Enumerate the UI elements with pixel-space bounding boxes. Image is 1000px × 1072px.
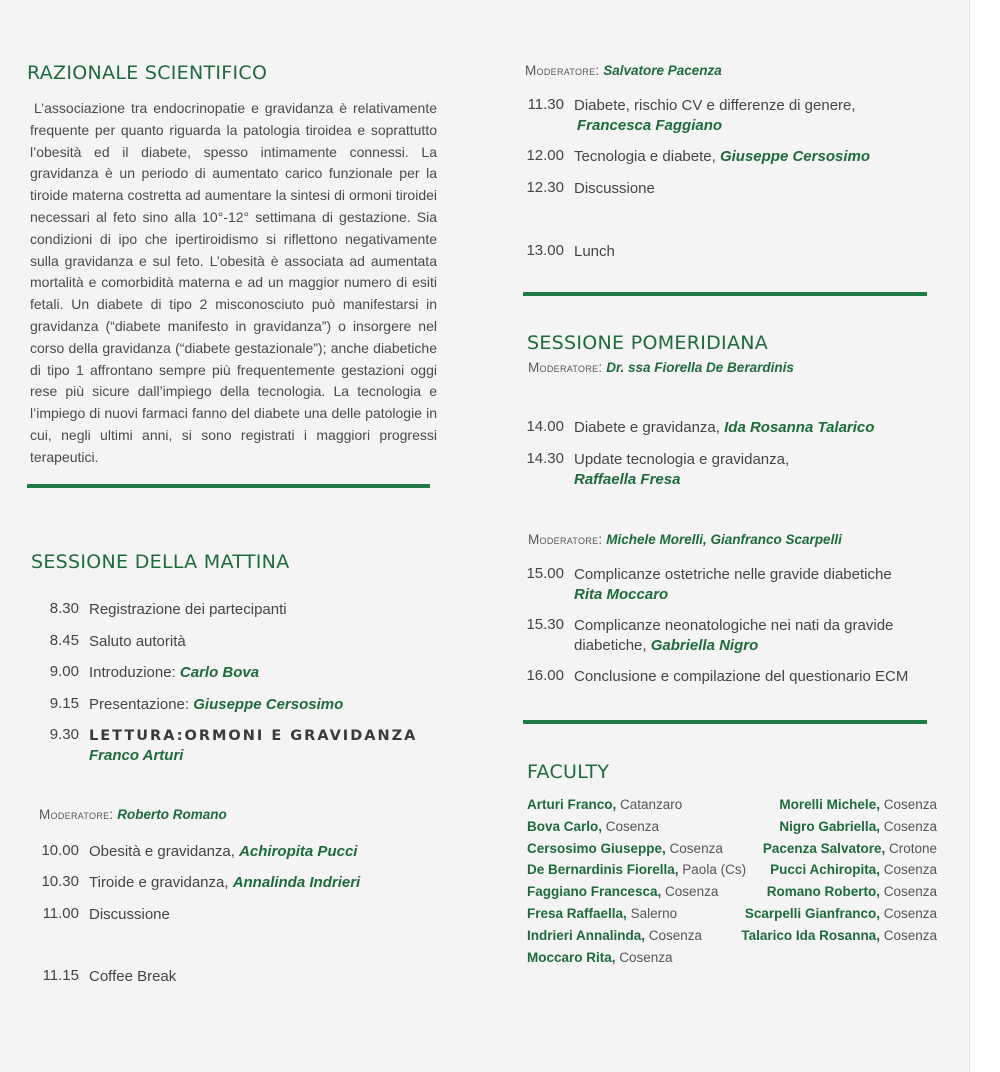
lecture-title: LETTURA:ORMONI E GRAVIDANZA: [89, 728, 418, 744]
faculty-city: Cosenza: [879, 905, 937, 921]
page-edge-strip: [969, 0, 1000, 1072]
faculty-entry: [741, 859, 937, 881]
item-text: Coffee Break: [89, 968, 177, 985]
item-time: 10.30: [41, 873, 79, 890]
speaker-name: Franco Arturi: [89, 747, 184, 764]
speaker-name: Giuseppe Cersosimo: [193, 696, 344, 713]
faculty-name: Nigro Gabriella,: [779, 818, 880, 834]
item-text: Lunch: [574, 243, 615, 260]
rationale-title: RAZIONALE SCIENTIFICO: [27, 62, 268, 84]
program-item: [516, 565, 892, 605]
moderator-label: Moderatore:: [528, 360, 603, 375]
speaker-name: Giuseppe Cersosimo: [719, 148, 870, 165]
moderator-name: Salvatore Pacenza: [603, 63, 722, 78]
faculty-entry: [527, 947, 746, 969]
faculty-entry: [527, 816, 746, 838]
faculty-city: Paola (Cs): [678, 862, 747, 878]
item-time: 8.30: [49, 600, 79, 617]
program-item: [31, 905, 170, 925]
faculty-entry: [527, 881, 746, 903]
faculty-list-left: [527, 794, 746, 968]
moderator-line: [39, 807, 227, 822]
faculty-city: Cosenza: [879, 818, 937, 834]
program-item: [516, 179, 655, 199]
speaker-name: Achiropita Pucci: [239, 843, 358, 860]
item-text: Conclusione e compilazione del questionario ECM: [574, 668, 909, 685]
item-text: Complicanze ostetriche nelle gravide diabetiche: [574, 566, 892, 583]
moderator-name: Roberto Romano: [117, 807, 227, 822]
faculty-name: Pacenza Salvatore,: [762, 840, 886, 856]
item-text: Obesità e gravidanza,: [89, 843, 240, 860]
faculty-city: Cosenza: [615, 949, 673, 965]
item-time: 11.00: [42, 905, 79, 922]
faculty-entry: [741, 881, 937, 903]
item-text: Introduzione:: [89, 664, 180, 681]
afternoon-session-title: SESSIONE POMERIDIANA: [527, 332, 769, 354]
program-item: [516, 418, 874, 438]
item-text: Update tecnologia e gravidanza,: [574, 451, 790, 468]
faculty-city: Cosenza: [665, 840, 723, 856]
speaker-name: Carlo Bova: [179, 664, 260, 681]
faculty-name: De Bernardinis Fiorella,: [527, 862, 679, 878]
faculty-name: Faggiano Francesca,: [527, 884, 662, 900]
item-time: 15.00: [526, 565, 564, 582]
faculty-entry: [527, 838, 746, 860]
item-time: 11.15: [42, 967, 79, 984]
faculty-city: Cosenza: [879, 884, 937, 900]
faculty-name: Bova Carlo,: [527, 818, 603, 834]
speaker-name: Gabriella Nigro: [650, 637, 759, 654]
program-item-lecture: [31, 726, 417, 766]
faculty-city: Cosenza: [661, 884, 719, 900]
item-text: Complicanze neonatologiche nei nati da gravide: [574, 617, 894, 634]
faculty-name: Fresa Raffaella,: [527, 905, 627, 921]
item-text: Tiroide e gravidanza,: [89, 874, 233, 891]
faculty-entry: [527, 925, 746, 947]
item-text: Diabete e gravidanza,: [574, 419, 725, 436]
section-divider: [27, 484, 430, 488]
faculty-name: Moccaro Rita,: [527, 949, 616, 965]
faculty-entry: [741, 903, 937, 925]
faculty-name: Arturi Franco,: [527, 797, 617, 812]
item-time: 9.00: [49, 663, 79, 680]
program-item: [31, 967, 176, 987]
speaker-name: Ida Rosanna Talarico: [724, 419, 875, 436]
faculty-name: Indrieri Annalinda,: [527, 927, 646, 943]
moderator-label: Moderatore:: [39, 807, 114, 822]
item-text: Presentazione:: [89, 696, 194, 713]
moderator-name: Dr. ssa Fiorella De Berardinis: [606, 360, 794, 375]
section-divider: [523, 292, 927, 296]
faculty-city: Cosenza: [879, 927, 937, 943]
faculty-entry: [527, 859, 746, 881]
item-time: 16.00: [526, 667, 564, 684]
faculty-city: Salerno: [626, 905, 678, 921]
program-item: [31, 632, 186, 652]
faculty-name: Romano Roberto,: [766, 884, 880, 900]
item-time: 13.00: [526, 242, 564, 259]
item-text: Tecnologia e diabete,: [574, 148, 720, 165]
item-text: Discussione: [574, 180, 655, 197]
item-time: 12.30: [526, 179, 564, 196]
faculty-city: Catanzaro: [616, 797, 683, 812]
program-item: [31, 873, 360, 893]
item-time: 14.30: [526, 450, 564, 467]
faculty-name: Cersosimo Giuseppe,: [527, 840, 666, 856]
faculty-city: Cosenza: [879, 797, 937, 812]
faculty-name: Pucci Achiropita,: [770, 862, 880, 878]
item-time: 12.00: [526, 147, 564, 164]
speaker-name: Francesca Faggiano: [577, 117, 723, 134]
section-divider: [523, 720, 927, 724]
item-text: Registrazione dei partecipanti: [89, 601, 287, 618]
moderator-line: [528, 532, 842, 547]
faculty-name: Morelli Michele,: [779, 797, 880, 812]
faculty-title: FACULTY: [527, 761, 610, 783]
faculty-list-right: [741, 794, 937, 947]
moderator-line: [525, 63, 722, 78]
item-time: 9.15: [49, 695, 79, 712]
moderator-label: Moderatore:: [528, 532, 603, 547]
item-time: 14.00: [526, 418, 564, 435]
program-item: [31, 600, 287, 620]
program-item: [516, 616, 893, 656]
faculty-city: Cosenza: [602, 818, 660, 834]
faculty-name: Scarpelli Gianfranco,: [744, 905, 880, 921]
faculty-entry: [741, 816, 937, 838]
faculty-entry: [527, 794, 746, 816]
faculty-city: Cosenza: [645, 927, 703, 943]
faculty-entry: [527, 903, 746, 925]
moderator-label: Moderatore:: [525, 63, 600, 78]
faculty-name: Talarico Ida Rosanna,: [741, 927, 880, 943]
program-item: [31, 663, 259, 683]
speaker-name: Rita Moccaro: [574, 586, 669, 603]
program-item: [516, 242, 615, 262]
item-text: diabetiche,: [574, 637, 651, 654]
faculty-city: Crotone: [885, 840, 937, 856]
item-time: 15.30: [526, 616, 564, 633]
faculty-entry: [741, 925, 937, 947]
program-item: [31, 842, 357, 862]
item-time: 9.30: [49, 726, 79, 743]
item-text: Diabete, rischio CV e differenze di genere,: [574, 97, 856, 114]
item-time: 8.45: [49, 632, 79, 649]
speaker-name: Raffaella Fresa: [574, 471, 681, 488]
faculty-entry: [741, 838, 937, 860]
item-time: 11.30: [527, 96, 564, 113]
item-text: Discussione: [89, 906, 170, 923]
program-item: [31, 695, 343, 715]
moderator-line: [528, 360, 794, 375]
morning-session-title: SESSIONE DELLA MATTINA: [31, 551, 290, 573]
program-item: [516, 667, 908, 687]
faculty-city: Cosenza: [879, 862, 937, 878]
program-item: [516, 96, 856, 136]
program-item: [516, 147, 870, 167]
item-text: Saluto autorità: [89, 633, 186, 650]
moderator-name: Michele Morelli, Gianfranco Scarpelli: [606, 532, 842, 547]
item-time: 10.00: [41, 842, 79, 859]
speaker-name: Annalinda Indrieri: [232, 874, 361, 891]
rationale-text: L’associazione tra endocrinopatie e gravidanza è relativamente frequente per quanto riguarda la patologia tiroidea e soprattutto l’obesità ed il diabete, spesso intimamente connessi. La gravidanza è un periodo di aumentato carico funzionale per la tiroide materna costretta ad aumentare la sintesi di ormoni tiroidei necessari al feto sino alla 10°-12° settimana di gestazione. Sia condizioni di ipo che ipertiroidismo si riflettono negativamente sulla gravidanza e sul feto. L’obesità è associata ad aumentata mortalità e comorbidità materna e ad un maggior numero di esiti fetali. Un diabete di tipo 2 misconosciuto può manifestarsi in gravidanza (“diabete manifesto in gravidanza”) o insorgere nel corso della gravidanza (“diabete gestazionale”); anche diabetiche di tipo 1 affrontano sempre più frequentemente gestazioni oggi rese più sicure dall’impiego della tecnologia. La tecnologia e l’impiego di nuovi farmaci fanno del diabete una delle patologie in cui, negli ultimi anni, si sono registrati i maggiori progressi terapeutici.: [30, 100, 437, 465]
program-item: [516, 450, 789, 490]
faculty-entry: [741, 794, 937, 816]
